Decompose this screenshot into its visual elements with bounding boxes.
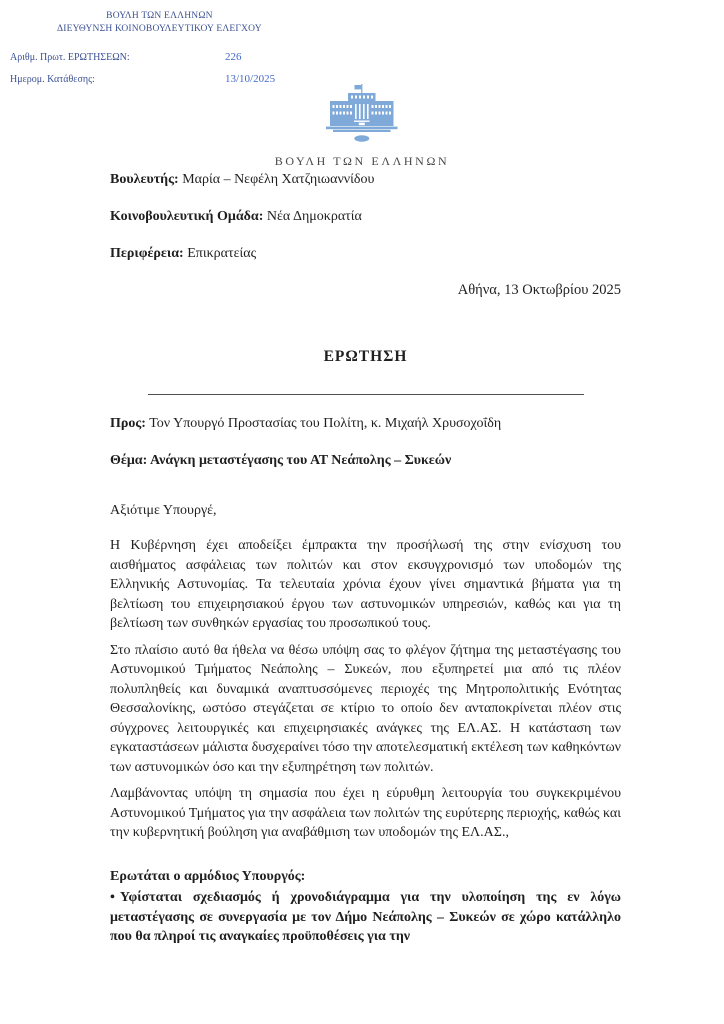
parliamentary-group-label: Κοινοβουλευτική Ομάδα: — [110, 209, 264, 224]
document-title: ΕΡΩΤΗΣΗ — [323, 347, 408, 365]
body-paragraph-1: Η Κυβέρνηση έχει αποδείξει έμπρακτα την προσήλωσή της στην ενίσχυση του αισθήματος ασφάλειας των πολιτών και στον εκσυγχρονισμό των υποδομών της Ελληνικής Αστυνομίας. Τα τελευταία χρόνια έχουν γίνει σημαντικά βήματα για τη βελτίωση του επιχειρησιακού έργου των αστυνομικών υπηρεσιών, καθώς και για τη βελτίωση των συνθηκών εργασίας του προσωπικού τους. — [110, 538, 621, 631]
body-paragraph-2: Στο πλαίσιο αυτό θα ήθελα να θέσω υπόψη σας το φλέγον ζήτημα της μεταστέγασης του Αστυνομικού Τμήματος Νεάπολης – Συκεών, που εξυπηρετεί μια από τις πλέον πολυπληθείς και δυναμικά αναπτυσσόμενες περιοχές της Μητροπολιτικής Ενότητας Θεσσαλονίκης, ωστόσο στεγάζεται σε κτίριο το οποίο δεν ανταποκρίνεται πλέον στις σύγχρονες λειτουργικές και επιχειρησιακές ανάγκες της ΕΛ.ΑΣ. Η κατάσταση των εγκαταστάσεων μάλιστα δυσχεραίνει τόσο την αποτελεσματική εκτέλεση των καθηκόντων των αστυνομικών όσο και την εξυπηρέτηση των πολιτών. — [110, 642, 621, 775]
region-label: Περιφέρεια: — [110, 246, 184, 261]
salutation: Αξιότιμε Υπουργέ, — [110, 502, 217, 518]
document-body — [110, 170, 621, 947]
recipient-line — [110, 414, 621, 434]
protocol-number-value: 226 — [225, 51, 242, 63]
department-header-line2: ΔΙΕΥΘΥΝΣΗ ΚΟΙΝΟΒΟΥΛΕΥΤΙΚΟΥ ΕΛΕΓΧΟΥ — [57, 23, 262, 34]
hellenic-parliament-building-icon — [321, 84, 403, 146]
mp-line — [110, 170, 621, 190]
protocol-date-label: Ημερομ. Κατάθεσης: — [10, 73, 95, 85]
title-divider — [148, 394, 584, 395]
mp-value: Μαρία – Νεφέλη Χατζηιωαννίδου — [182, 172, 375, 187]
parliamentary-group-line — [110, 207, 621, 227]
parliament-logo-block — [0, 84, 724, 169]
protocol-number-label: Αριθμ. Πρωτ. ΕΡΩΤΗΣΕΩΝ: — [10, 52, 130, 63]
subject-line — [110, 451, 621, 471]
region-line — [110, 244, 621, 264]
bullet-icon: • — [110, 890, 115, 905]
recipient-label: Προς: — [110, 416, 146, 431]
question-heading: Ερωτάται ο αρμόδιος Υπουργός: — [110, 868, 306, 884]
region-value: Επικρατείας — [187, 246, 257, 261]
subject-label: Θέμα: — [110, 453, 148, 468]
question-bullet-item — [110, 888, 621, 947]
parliamentary-group-value: Νέα Δημοκρατία — [266, 209, 362, 224]
department-header — [57, 10, 262, 35]
parliament-logo-caption: ΒΟΥΛΗ ΤΩΝ ΕΛΛΗΝΩΝ — [274, 154, 450, 168]
body-paragraph-3: Λαμβάνοντας υπόψη τη σημασία που έχει η εύρυθμη λειτουργία του συγκεκριμένου Αστυνομικού Τμήματος για την ασφάλεια των πολιτών της ευρύτερης περιοχής, καθώς και την κυβερνητική βούληση για αναβάθμιση των υποδομών της ΕΛ.ΑΣ., — [110, 786, 621, 840]
recipient-value: Τον Υπουργό Προστασίας του Πολίτη, κ. Μιχαήλ Χρυσοχοΐδη — [149, 416, 502, 431]
subject-value: Ανάγκη μεταστέγασης του ΑΤ Νεάπολης – Συκεών — [150, 453, 452, 468]
protocol-date-value: 13/10/2025 — [225, 72, 276, 85]
protocol-number-row — [10, 49, 330, 71]
question-bullet-text: Υφίσταται σχεδιασμός ή χρονοδιάγραμμα για την υλοποίηση της εν λόγω μεταστέγασης σε συνεργασία με τον Δήμο Νεάπολης – Συκεών σε χώρο κατάλληλο που θα πληροί τις αναγκαίες προϋποθέσεις για την — [110, 890, 621, 944]
dateline: Αθήνα, 13 Οκτωβρίου 2025 — [457, 282, 621, 298]
mp-label: Βουλευτής: — [110, 172, 179, 187]
department-header-line1: ΒΟΥΛΗ ΤΩΝ ΕΛΛΗΝΩΝ — [106, 11, 213, 21]
